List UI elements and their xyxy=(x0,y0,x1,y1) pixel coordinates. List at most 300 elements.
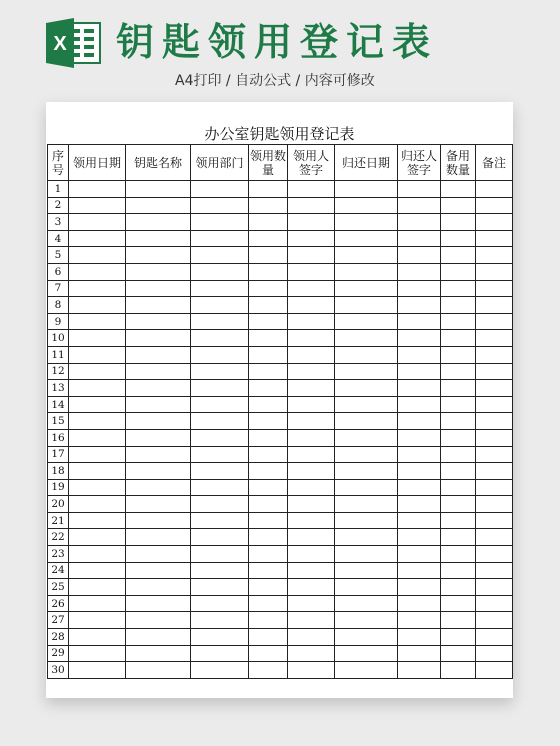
table-cell-quantity[interactable] xyxy=(249,579,288,596)
table-cell-key-name[interactable] xyxy=(126,629,191,646)
table-cell-remarks[interactable] xyxy=(476,263,513,280)
table-cell-quantity[interactable] xyxy=(249,230,288,247)
table-cell-department[interactable] xyxy=(191,429,249,446)
table-cell-department[interactable] xyxy=(191,380,249,397)
table-cell-borrower-signature[interactable] xyxy=(288,380,335,397)
table-cell-borrower-signature[interactable] xyxy=(288,280,335,297)
table-cell-key-name[interactable] xyxy=(126,429,191,446)
table-cell-quantity[interactable] xyxy=(249,396,288,413)
table-cell-date-borrowed[interactable] xyxy=(69,612,126,629)
table-cell-department[interactable] xyxy=(191,595,249,612)
table-cell-date-borrowed[interactable] xyxy=(69,496,126,513)
table-cell-borrower-signature[interactable] xyxy=(288,463,335,480)
table-cell-department[interactable] xyxy=(191,247,249,264)
row-number-cell[interactable]: 7 xyxy=(48,280,69,297)
table-cell-spare-quantity[interactable] xyxy=(441,662,476,679)
row-number-cell[interactable]: 17 xyxy=(48,446,69,463)
table-cell-spare-quantity[interactable] xyxy=(441,346,476,363)
table-cell-quantity[interactable] xyxy=(249,380,288,397)
table-cell-spare-quantity[interactable] xyxy=(441,479,476,496)
table-cell-returner-signature[interactable] xyxy=(398,429,441,446)
table-cell-remarks[interactable] xyxy=(476,214,513,231)
table-cell-quantity[interactable] xyxy=(249,214,288,231)
table-cell-quantity[interactable] xyxy=(249,595,288,612)
table-cell-quantity[interactable] xyxy=(249,629,288,646)
table-cell-returner-signature[interactable] xyxy=(398,346,441,363)
table-cell-quantity[interactable] xyxy=(249,263,288,280)
table-cell-key-name[interactable] xyxy=(126,612,191,629)
table-cell-returner-signature[interactable] xyxy=(398,463,441,480)
table-cell-returner-signature[interactable] xyxy=(398,562,441,579)
table-cell-key-name[interactable] xyxy=(126,446,191,463)
row-number-cell[interactable]: 30 xyxy=(48,662,69,679)
table-cell-remarks[interactable] xyxy=(476,629,513,646)
table-cell-date-returned[interactable] xyxy=(335,297,398,314)
table-cell-borrower-signature[interactable] xyxy=(288,197,335,214)
table-cell-returner-signature[interactable] xyxy=(398,546,441,563)
table-cell-date-borrowed[interactable] xyxy=(69,463,126,480)
table-cell-remarks[interactable] xyxy=(476,595,513,612)
table-cell-quantity[interactable] xyxy=(249,181,288,198)
table-cell-date-returned[interactable] xyxy=(335,280,398,297)
table-cell-spare-quantity[interactable] xyxy=(441,413,476,430)
table-cell-key-name[interactable] xyxy=(126,396,191,413)
table-cell-key-name[interactable] xyxy=(126,529,191,546)
row-number-cell[interactable]: 24 xyxy=(48,562,69,579)
table-cell-date-borrowed[interactable] xyxy=(69,429,126,446)
row-number-cell[interactable]: 9 xyxy=(48,313,69,330)
table-cell-remarks[interactable] xyxy=(476,346,513,363)
table-cell-borrower-signature[interactable] xyxy=(288,479,335,496)
table-cell-date-borrowed[interactable] xyxy=(69,230,126,247)
table-cell-date-borrowed[interactable] xyxy=(69,562,126,579)
table-cell-returner-signature[interactable] xyxy=(398,413,441,430)
table-cell-date-returned[interactable] xyxy=(335,230,398,247)
table-cell-quantity[interactable] xyxy=(249,363,288,380)
row-number-cell[interactable]: 6 xyxy=(48,263,69,280)
table-cell-department[interactable] xyxy=(191,330,249,347)
table-cell-returner-signature[interactable] xyxy=(398,214,441,231)
table-cell-department[interactable] xyxy=(191,263,249,280)
table-cell-date-returned[interactable] xyxy=(335,247,398,264)
row-number-cell[interactable]: 26 xyxy=(48,595,69,612)
table-cell-department[interactable] xyxy=(191,197,249,214)
table-cell-quantity[interactable] xyxy=(249,645,288,662)
table-cell-department[interactable] xyxy=(191,562,249,579)
table-cell-spare-quantity[interactable] xyxy=(441,595,476,612)
table-cell-borrower-signature[interactable] xyxy=(288,330,335,347)
table-cell-remarks[interactable] xyxy=(476,479,513,496)
table-cell-spare-quantity[interactable] xyxy=(441,197,476,214)
table-cell-quantity[interactable] xyxy=(249,479,288,496)
table-cell-borrower-signature[interactable] xyxy=(288,263,335,280)
table-cell-remarks[interactable] xyxy=(476,429,513,446)
table-cell-date-borrowed[interactable] xyxy=(69,529,126,546)
table-cell-quantity[interactable] xyxy=(249,546,288,563)
table-cell-returner-signature[interactable] xyxy=(398,629,441,646)
table-cell-remarks[interactable] xyxy=(476,396,513,413)
table-cell-department[interactable] xyxy=(191,346,249,363)
table-cell-remarks[interactable] xyxy=(476,546,513,563)
table-cell-key-name[interactable] xyxy=(126,479,191,496)
table-cell-spare-quantity[interactable] xyxy=(441,247,476,264)
table-cell-quantity[interactable] xyxy=(249,297,288,314)
table-cell-returner-signature[interactable] xyxy=(398,263,441,280)
table-cell-key-name[interactable] xyxy=(126,280,191,297)
table-cell-quantity[interactable] xyxy=(249,446,288,463)
table-cell-date-returned[interactable] xyxy=(335,181,398,198)
table-cell-spare-quantity[interactable] xyxy=(441,529,476,546)
table-cell-returner-signature[interactable] xyxy=(398,313,441,330)
table-cell-date-returned[interactable] xyxy=(335,263,398,280)
table-cell-date-borrowed[interactable] xyxy=(69,380,126,397)
table-cell-quantity[interactable] xyxy=(249,280,288,297)
table-cell-spare-quantity[interactable] xyxy=(441,230,476,247)
table-cell-key-name[interactable] xyxy=(126,595,191,612)
table-cell-date-returned[interactable] xyxy=(335,612,398,629)
table-cell-key-name[interactable] xyxy=(126,645,191,662)
table-cell-date-returned[interactable] xyxy=(335,629,398,646)
row-number-cell[interactable]: 1 xyxy=(48,181,69,198)
row-number-cell[interactable]: 10 xyxy=(48,330,69,347)
table-cell-date-returned[interactable] xyxy=(335,396,398,413)
table-cell-borrower-signature[interactable] xyxy=(288,181,335,198)
table-cell-department[interactable] xyxy=(191,512,249,529)
table-cell-date-borrowed[interactable] xyxy=(69,214,126,231)
row-number-cell[interactable]: 20 xyxy=(48,496,69,513)
table-cell-returner-signature[interactable] xyxy=(398,297,441,314)
table-cell-date-borrowed[interactable] xyxy=(69,330,126,347)
row-number-cell[interactable]: 19 xyxy=(48,479,69,496)
table-cell-date-borrowed[interactable] xyxy=(69,396,126,413)
table-cell-date-returned[interactable] xyxy=(335,546,398,563)
row-number-cell[interactable]: 18 xyxy=(48,463,69,480)
table-cell-quantity[interactable] xyxy=(249,413,288,430)
table-cell-remarks[interactable] xyxy=(476,197,513,214)
table-cell-remarks[interactable] xyxy=(476,612,513,629)
table-cell-spare-quantity[interactable] xyxy=(441,263,476,280)
table-cell-borrower-signature[interactable] xyxy=(288,363,335,380)
table-cell-date-borrowed[interactable] xyxy=(69,363,126,380)
table-cell-remarks[interactable] xyxy=(476,247,513,264)
table-cell-spare-quantity[interactable] xyxy=(441,280,476,297)
table-cell-spare-quantity[interactable] xyxy=(441,512,476,529)
table-cell-key-name[interactable] xyxy=(126,496,191,513)
table-cell-date-borrowed[interactable] xyxy=(69,546,126,563)
row-number-cell[interactable]: 8 xyxy=(48,297,69,314)
table-cell-date-borrowed[interactable] xyxy=(69,247,126,264)
table-cell-borrower-signature[interactable] xyxy=(288,579,335,596)
table-cell-remarks[interactable] xyxy=(476,280,513,297)
table-cell-spare-quantity[interactable] xyxy=(441,429,476,446)
table-cell-spare-quantity[interactable] xyxy=(441,546,476,563)
table-cell-department[interactable] xyxy=(191,645,249,662)
table-cell-quantity[interactable] xyxy=(249,463,288,480)
table-cell-spare-quantity[interactable] xyxy=(441,463,476,480)
table-cell-date-borrowed[interactable] xyxy=(69,446,126,463)
row-number-cell[interactable]: 14 xyxy=(48,396,69,413)
table-cell-returner-signature[interactable] xyxy=(398,579,441,596)
table-cell-department[interactable] xyxy=(191,313,249,330)
table-cell-date-borrowed[interactable] xyxy=(69,413,126,430)
table-cell-key-name[interactable] xyxy=(126,363,191,380)
table-cell-date-borrowed[interactable] xyxy=(69,313,126,330)
table-cell-remarks[interactable] xyxy=(476,662,513,679)
table-cell-department[interactable] xyxy=(191,214,249,231)
table-cell-remarks[interactable] xyxy=(476,313,513,330)
table-cell-returner-signature[interactable] xyxy=(398,529,441,546)
table-cell-key-name[interactable] xyxy=(126,313,191,330)
row-number-cell[interactable]: 5 xyxy=(48,247,69,264)
table-cell-department[interactable] xyxy=(191,181,249,198)
table-cell-spare-quantity[interactable] xyxy=(441,446,476,463)
table-cell-returner-signature[interactable] xyxy=(398,363,441,380)
table-cell-borrower-signature[interactable] xyxy=(288,230,335,247)
table-cell-department[interactable] xyxy=(191,612,249,629)
table-cell-spare-quantity[interactable] xyxy=(441,380,476,397)
table-cell-date-returned[interactable] xyxy=(335,579,398,596)
table-cell-spare-quantity[interactable] xyxy=(441,645,476,662)
table-cell-department[interactable] xyxy=(191,662,249,679)
table-cell-key-name[interactable] xyxy=(126,346,191,363)
table-cell-quantity[interactable] xyxy=(249,346,288,363)
table-cell-key-name[interactable] xyxy=(126,579,191,596)
table-cell-borrower-signature[interactable] xyxy=(288,512,335,529)
table-cell-date-returned[interactable] xyxy=(335,446,398,463)
table-cell-quantity[interactable] xyxy=(249,429,288,446)
table-cell-borrower-signature[interactable] xyxy=(288,595,335,612)
row-number-cell[interactable]: 11 xyxy=(48,346,69,363)
table-cell-date-returned[interactable] xyxy=(335,346,398,363)
row-number-cell[interactable]: 12 xyxy=(48,363,69,380)
row-number-cell[interactable]: 16 xyxy=(48,429,69,446)
table-cell-department[interactable] xyxy=(191,396,249,413)
table-cell-remarks[interactable] xyxy=(476,230,513,247)
table-cell-returner-signature[interactable] xyxy=(398,230,441,247)
table-cell-date-returned[interactable] xyxy=(335,562,398,579)
table-cell-remarks[interactable] xyxy=(476,645,513,662)
row-number-cell[interactable]: 3 xyxy=(48,214,69,231)
table-cell-remarks[interactable] xyxy=(476,363,513,380)
table-cell-key-name[interactable] xyxy=(126,546,191,563)
table-cell-date-returned[interactable] xyxy=(335,496,398,513)
table-cell-date-returned[interactable] xyxy=(335,197,398,214)
table-cell-quantity[interactable] xyxy=(249,662,288,679)
table-cell-key-name[interactable] xyxy=(126,214,191,231)
table-cell-borrower-signature[interactable] xyxy=(288,413,335,430)
table-cell-spare-quantity[interactable] xyxy=(441,579,476,596)
table-cell-date-returned[interactable] xyxy=(335,463,398,480)
table-cell-borrower-signature[interactable] xyxy=(288,629,335,646)
table-cell-quantity[interactable] xyxy=(249,529,288,546)
table-cell-department[interactable] xyxy=(191,529,249,546)
table-cell-department[interactable] xyxy=(191,496,249,513)
table-cell-borrower-signature[interactable] xyxy=(288,546,335,563)
table-cell-date-borrowed[interactable] xyxy=(69,297,126,314)
table-cell-key-name[interactable] xyxy=(126,330,191,347)
table-cell-returner-signature[interactable] xyxy=(398,645,441,662)
table-cell-department[interactable] xyxy=(191,546,249,563)
table-cell-borrower-signature[interactable] xyxy=(288,346,335,363)
table-cell-date-borrowed[interactable] xyxy=(69,263,126,280)
table-cell-borrower-signature[interactable] xyxy=(288,496,335,513)
table-cell-returner-signature[interactable] xyxy=(398,280,441,297)
table-cell-department[interactable] xyxy=(191,413,249,430)
table-cell-date-returned[interactable] xyxy=(335,313,398,330)
table-cell-quantity[interactable] xyxy=(249,197,288,214)
table-cell-remarks[interactable] xyxy=(476,297,513,314)
table-cell-department[interactable] xyxy=(191,463,249,480)
table-cell-returner-signature[interactable] xyxy=(398,595,441,612)
row-number-cell[interactable]: 22 xyxy=(48,529,69,546)
table-cell-spare-quantity[interactable] xyxy=(441,181,476,198)
table-cell-date-returned[interactable] xyxy=(335,330,398,347)
table-cell-key-name[interactable] xyxy=(126,562,191,579)
table-cell-date-borrowed[interactable] xyxy=(69,595,126,612)
table-cell-spare-quantity[interactable] xyxy=(441,330,476,347)
table-cell-date-returned[interactable] xyxy=(335,529,398,546)
table-cell-key-name[interactable] xyxy=(126,413,191,430)
table-cell-key-name[interactable] xyxy=(126,512,191,529)
table-cell-returner-signature[interactable] xyxy=(398,330,441,347)
table-cell-quantity[interactable] xyxy=(249,612,288,629)
table-cell-date-returned[interactable] xyxy=(335,363,398,380)
table-cell-remarks[interactable] xyxy=(476,562,513,579)
table-cell-borrower-signature[interactable] xyxy=(288,562,335,579)
table-cell-borrower-signature[interactable] xyxy=(288,214,335,231)
table-cell-spare-quantity[interactable] xyxy=(441,396,476,413)
table-cell-spare-quantity[interactable] xyxy=(441,214,476,231)
table-cell-key-name[interactable] xyxy=(126,263,191,280)
table-cell-date-borrowed[interactable] xyxy=(69,181,126,198)
table-cell-date-returned[interactable] xyxy=(335,413,398,430)
table-cell-key-name[interactable] xyxy=(126,247,191,264)
table-cell-date-borrowed[interactable] xyxy=(69,629,126,646)
table-cell-date-borrowed[interactable] xyxy=(69,197,126,214)
table-cell-spare-quantity[interactable] xyxy=(441,629,476,646)
table-cell-borrower-signature[interactable] xyxy=(288,313,335,330)
table-cell-remarks[interactable] xyxy=(476,181,513,198)
table-cell-date-borrowed[interactable] xyxy=(69,479,126,496)
table-cell-date-borrowed[interactable] xyxy=(69,579,126,596)
table-cell-date-borrowed[interactable] xyxy=(69,346,126,363)
table-cell-key-name[interactable] xyxy=(126,197,191,214)
table-cell-key-name[interactable] xyxy=(126,380,191,397)
table-cell-borrower-signature[interactable] xyxy=(288,529,335,546)
table-cell-date-returned[interactable] xyxy=(335,645,398,662)
table-cell-department[interactable] xyxy=(191,280,249,297)
table-cell-returner-signature[interactable] xyxy=(398,446,441,463)
table-cell-quantity[interactable] xyxy=(249,247,288,264)
table-cell-department[interactable] xyxy=(191,479,249,496)
table-cell-date-returned[interactable] xyxy=(335,595,398,612)
table-cell-borrower-signature[interactable] xyxy=(288,396,335,413)
table-cell-borrower-signature[interactable] xyxy=(288,446,335,463)
row-number-cell[interactable]: 27 xyxy=(48,612,69,629)
table-cell-quantity[interactable] xyxy=(249,512,288,529)
table-cell-returner-signature[interactable] xyxy=(398,247,441,264)
table-cell-quantity[interactable] xyxy=(249,496,288,513)
table-cell-spare-quantity[interactable] xyxy=(441,612,476,629)
table-cell-date-returned[interactable] xyxy=(335,429,398,446)
table-cell-department[interactable] xyxy=(191,297,249,314)
table-cell-remarks[interactable] xyxy=(476,380,513,397)
table-cell-date-borrowed[interactable] xyxy=(69,662,126,679)
table-cell-returner-signature[interactable] xyxy=(398,479,441,496)
table-cell-spare-quantity[interactable] xyxy=(441,363,476,380)
table-cell-remarks[interactable] xyxy=(476,496,513,513)
table-cell-remarks[interactable] xyxy=(476,529,513,546)
row-number-cell[interactable]: 29 xyxy=(48,645,69,662)
table-cell-remarks[interactable] xyxy=(476,579,513,596)
table-cell-key-name[interactable] xyxy=(126,230,191,247)
table-cell-quantity[interactable] xyxy=(249,313,288,330)
table-cell-returner-signature[interactable] xyxy=(398,662,441,679)
table-cell-spare-quantity[interactable] xyxy=(441,496,476,513)
table-cell-date-borrowed[interactable] xyxy=(69,512,126,529)
table-cell-department[interactable] xyxy=(191,230,249,247)
row-number-cell[interactable]: 23 xyxy=(48,546,69,563)
table-cell-spare-quantity[interactable] xyxy=(441,313,476,330)
table-cell-spare-quantity[interactable] xyxy=(441,562,476,579)
table-cell-returner-signature[interactable] xyxy=(398,612,441,629)
table-cell-quantity[interactable] xyxy=(249,562,288,579)
table-cell-remarks[interactable] xyxy=(476,512,513,529)
table-cell-key-name[interactable] xyxy=(126,181,191,198)
table-cell-borrower-signature[interactable] xyxy=(288,429,335,446)
row-number-cell[interactable]: 2 xyxy=(48,197,69,214)
table-cell-date-returned[interactable] xyxy=(335,380,398,397)
table-cell-remarks[interactable] xyxy=(476,463,513,480)
table-cell-returner-signature[interactable] xyxy=(398,380,441,397)
table-cell-key-name[interactable] xyxy=(126,297,191,314)
table-cell-spare-quantity[interactable] xyxy=(441,297,476,314)
table-cell-department[interactable] xyxy=(191,629,249,646)
table-cell-returner-signature[interactable] xyxy=(398,512,441,529)
row-number-cell[interactable]: 25 xyxy=(48,579,69,596)
table-cell-date-borrowed[interactable] xyxy=(69,280,126,297)
table-cell-borrower-signature[interactable] xyxy=(288,662,335,679)
row-number-cell[interactable]: 4 xyxy=(48,230,69,247)
table-cell-date-returned[interactable] xyxy=(335,479,398,496)
table-cell-borrower-signature[interactable] xyxy=(288,612,335,629)
table-cell-department[interactable] xyxy=(191,363,249,380)
table-cell-remarks[interactable] xyxy=(476,330,513,347)
row-number-cell[interactable]: 28 xyxy=(48,629,69,646)
table-cell-borrower-signature[interactable] xyxy=(288,247,335,264)
table-cell-key-name[interactable] xyxy=(126,662,191,679)
table-cell-remarks[interactable] xyxy=(476,413,513,430)
table-cell-borrower-signature[interactable] xyxy=(288,297,335,314)
table-cell-borrower-signature[interactable] xyxy=(288,645,335,662)
row-number-cell[interactable]: 21 xyxy=(48,512,69,529)
row-number-cell[interactable]: 15 xyxy=(48,413,69,430)
table-cell-date-borrowed[interactable] xyxy=(69,645,126,662)
table-cell-date-returned[interactable] xyxy=(335,662,398,679)
table-cell-date-returned[interactable] xyxy=(335,214,398,231)
table-cell-remarks[interactable] xyxy=(476,446,513,463)
table-cell-returner-signature[interactable] xyxy=(398,197,441,214)
table-cell-returner-signature[interactable] xyxy=(398,181,441,198)
table-cell-returner-signature[interactable] xyxy=(398,496,441,513)
table-cell-department[interactable] xyxy=(191,446,249,463)
row-number-cell[interactable]: 13 xyxy=(48,380,69,397)
table-cell-returner-signature[interactable] xyxy=(398,396,441,413)
table-cell-key-name[interactable] xyxy=(126,463,191,480)
table-cell-quantity[interactable] xyxy=(249,330,288,347)
table-cell-department[interactable] xyxy=(191,579,249,596)
table-cell-date-returned[interactable] xyxy=(335,512,398,529)
